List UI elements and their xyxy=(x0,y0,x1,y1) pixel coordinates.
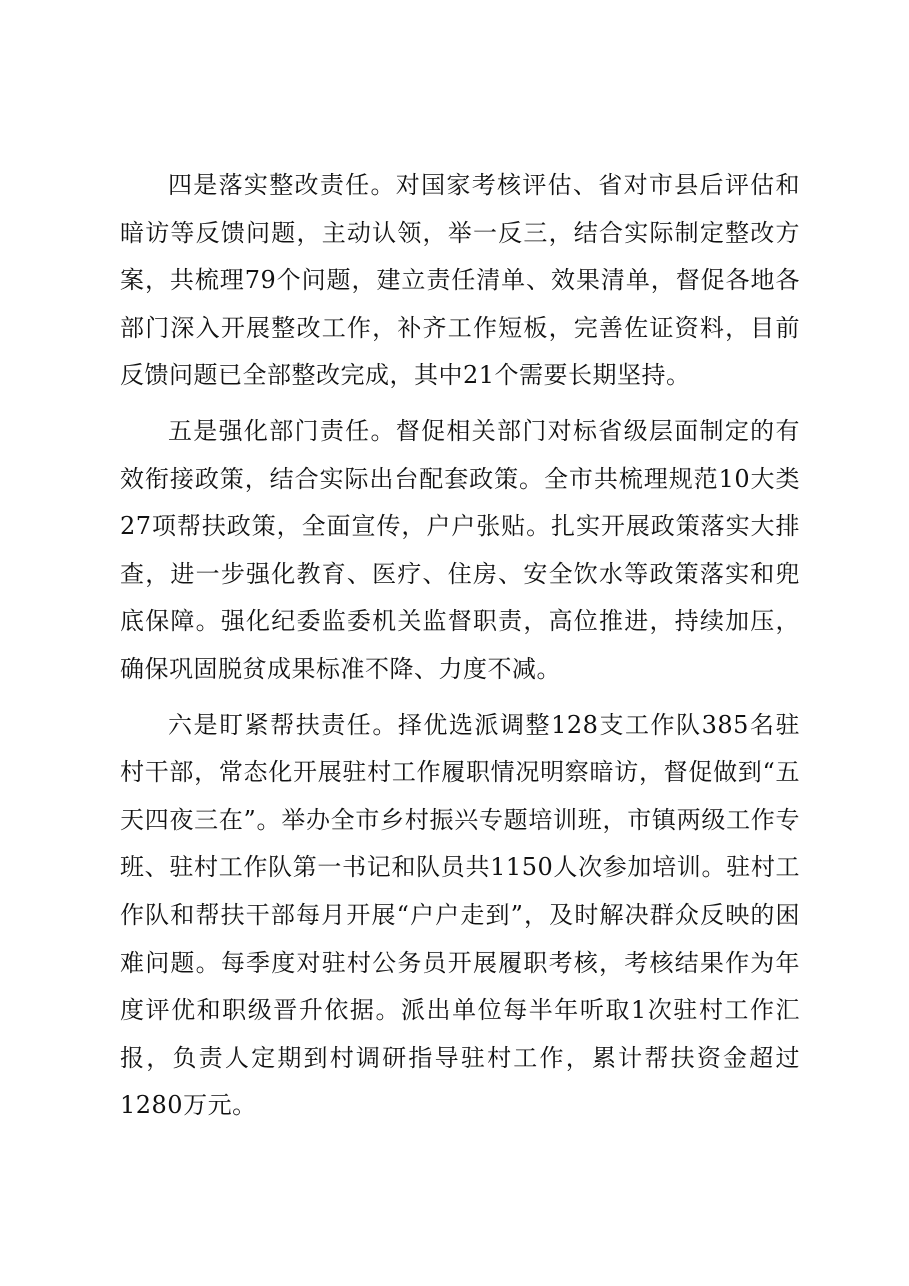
document-body xyxy=(120,162,800,1138)
paragraph-responsibility-department: 五是强化部门责任。督促相关部门对标省级层面制定的有效衔接政策，结合实际出台配套政策。全市共梳理规范10大类27项帮扶政策，全面宣传，户户张贴。扎实开展政策落实大排查，进一步强化教育、医疗、住房、安全饮水等政策落实和兜底保障。强化纪委监委机关监督职责，高位推进，持续加压，确保巩固脱贫成果标准不降、力度不减。 xyxy=(120,416,800,683)
paragraph-responsibility-rectification: 四是落实整改责任。对国家考核评估、省对市县后评估和暗访等反馈问题，主动认领，举一反三，结合实际制定整改方案，共梳理79个问题，建立责任清单、效果清单，督促各地各部门深入开展整改工作，补齐工作短板，完善佐证资料，目前反馈问题已全部整改完成，其中21个需要长期坚持。 xyxy=(120,171,800,390)
paragraph-responsibility-assistance: 六是盯紧帮扶责任。择优选派调整128支工作队385名驻村干部，常态化开展驻村工作履职情况明察暗访，督促做到“五天四夜三在”。举办全市乡村振兴专题培训班，市镇两级工作专班、驻村工作队第一书记和队员共1150人次参加培训。驻村工作队和帮扶干部每月开展“户户走到”，及时解决群众反映的困难问题。每季度对驻村公务员开展履职考核，考核结果作为年度评优和职级晋升依据。派出单位每半年听取1次驻村工作汇报，负责人定期到村调研指导驻村工作，累计帮扶资金超过1280万元。 xyxy=(120,710,800,1120)
